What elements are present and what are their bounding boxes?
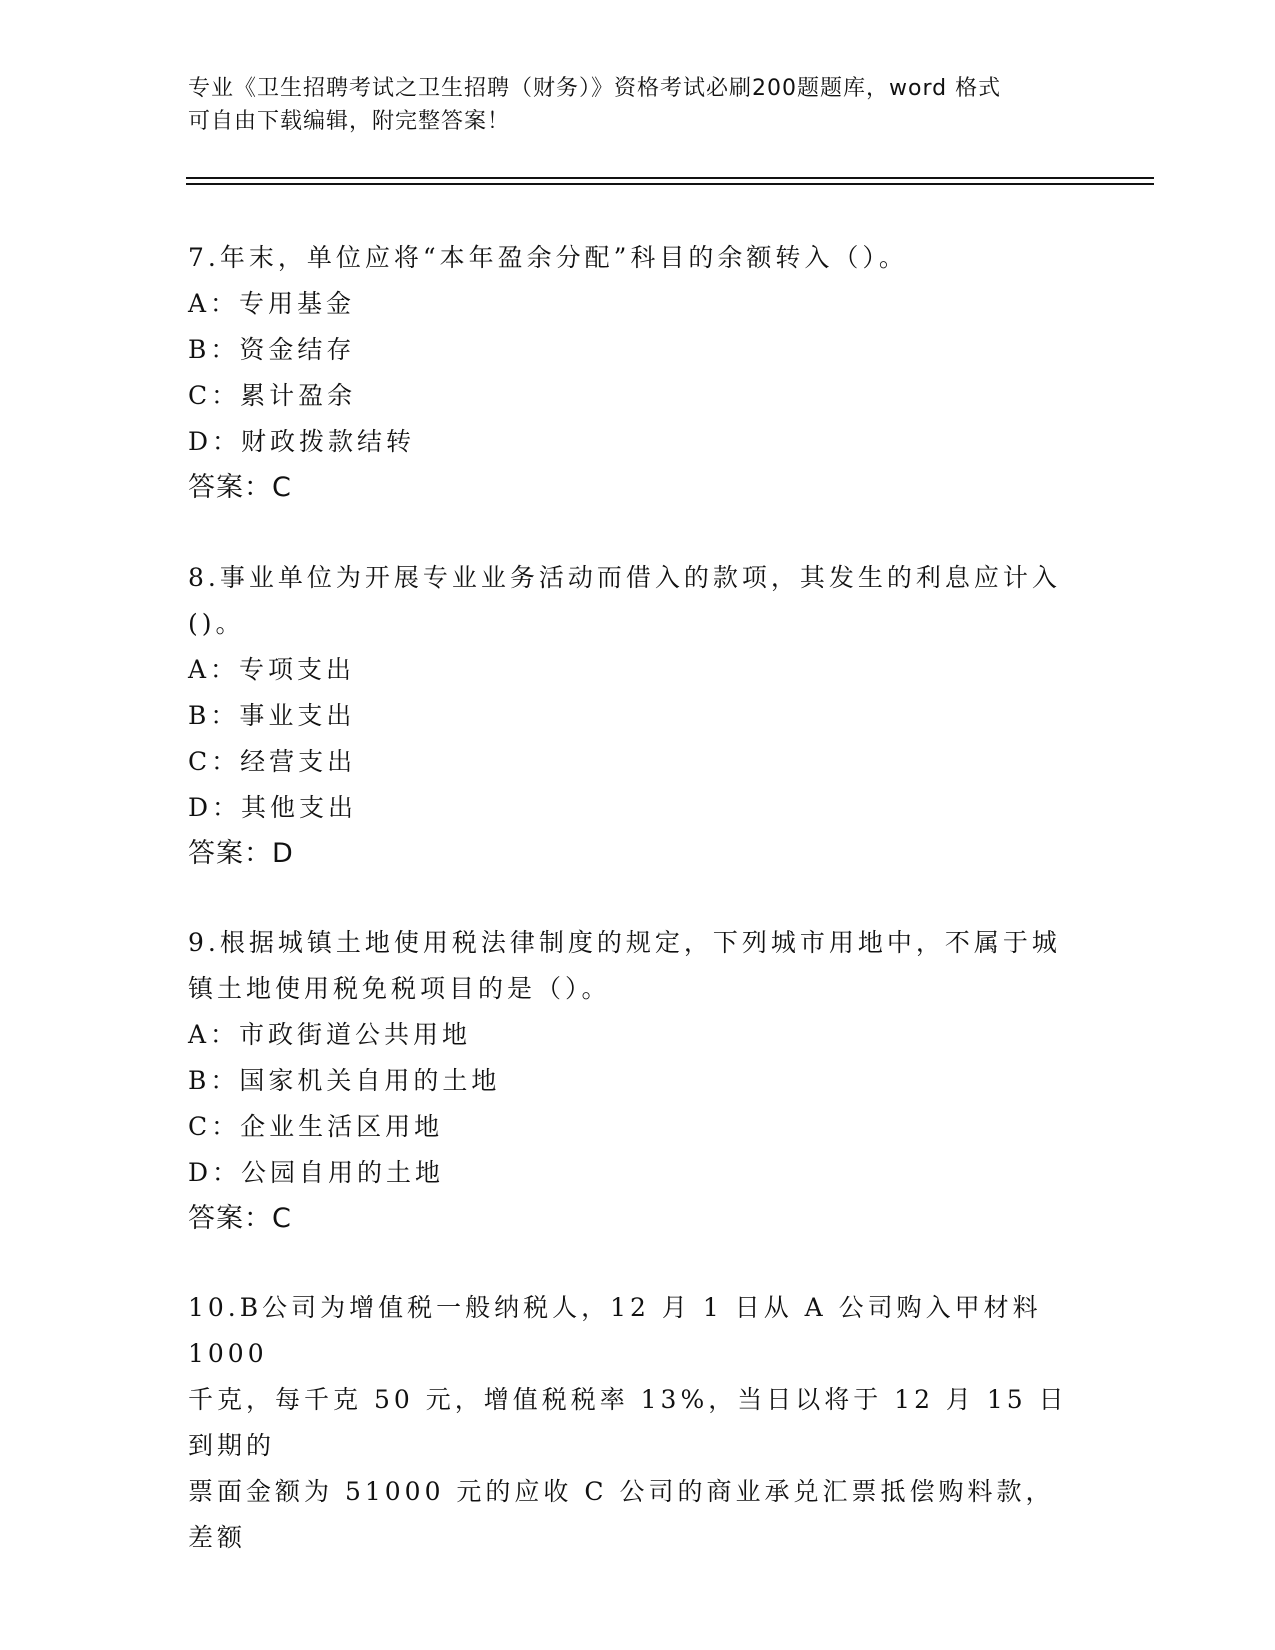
question-stem-line-2: 千克，每千克 50 元，增值税税率 13%，当日以将于 12 月 15 日到期的 [188,1385,1068,1460]
question-stem: 7.年末，单位应将“本年盈余分配”科目的余额转入（）。 [188,243,908,272]
header-divider-bottom [186,183,1154,185]
option-a: A：专项支出 [188,655,356,684]
question-8 [188,555,1068,877]
option-d: D：其他支出 [188,793,358,822]
question-stem-line-1: 8.事业单位为开展专业业务活动而借入的款项，其发生的利息应计入 [188,563,1061,592]
option-a: A：市政街道公共用地 [188,1020,472,1049]
question-stem-line-3: 票面金额为 51000 元的应收 C 公司的商业承兑汇票抵偿购料款，差额 [188,1477,1055,1552]
answer: 答案：C [188,1203,292,1234]
option-a: A：专用基金 [188,289,356,318]
answer: 答案：C [188,472,292,503]
option-b: B：国家机关自用的土地 [188,1066,501,1095]
header-line-2: 可自由下载编辑，附完整答案！ [188,109,511,134]
question-9 [188,920,1068,1242]
option-d: D：财政拨款结转 [188,427,416,456]
header-divider-top [186,177,1154,179]
question-7 [188,235,1068,511]
option-b: B：事业支出 [188,701,356,730]
question-10 [188,1285,1068,1561]
question-stem-line-2: ()。 [188,609,245,638]
header-line-1: 专业《卫生招聘考试之卫生招聘（财务）》资格考试必刷200题题库，word 格式 [188,76,1002,101]
document-header [188,72,1068,138]
question-stem-line-2: 镇土地使用税免税项目的是（）。 [188,974,611,1003]
option-c: C：经营支出 [188,747,357,776]
option-c: C：企业生活区用地 [188,1112,444,1141]
option-c: C：累计盈余 [188,381,357,410]
question-stem-line-1: 10.B公司为增值税一般纳税人，12 月 1 日从 A 公司购入甲材料 1000 [188,1293,1042,1368]
option-b: B：资金结存 [188,335,356,364]
answer: 答案：D [188,838,294,869]
option-d: D：公园自用的土地 [188,1158,445,1187]
question-stem-line-1: 9.根据城镇土地使用税法律制度的规定，下列城市用地中，不属于城 [188,928,1061,957]
